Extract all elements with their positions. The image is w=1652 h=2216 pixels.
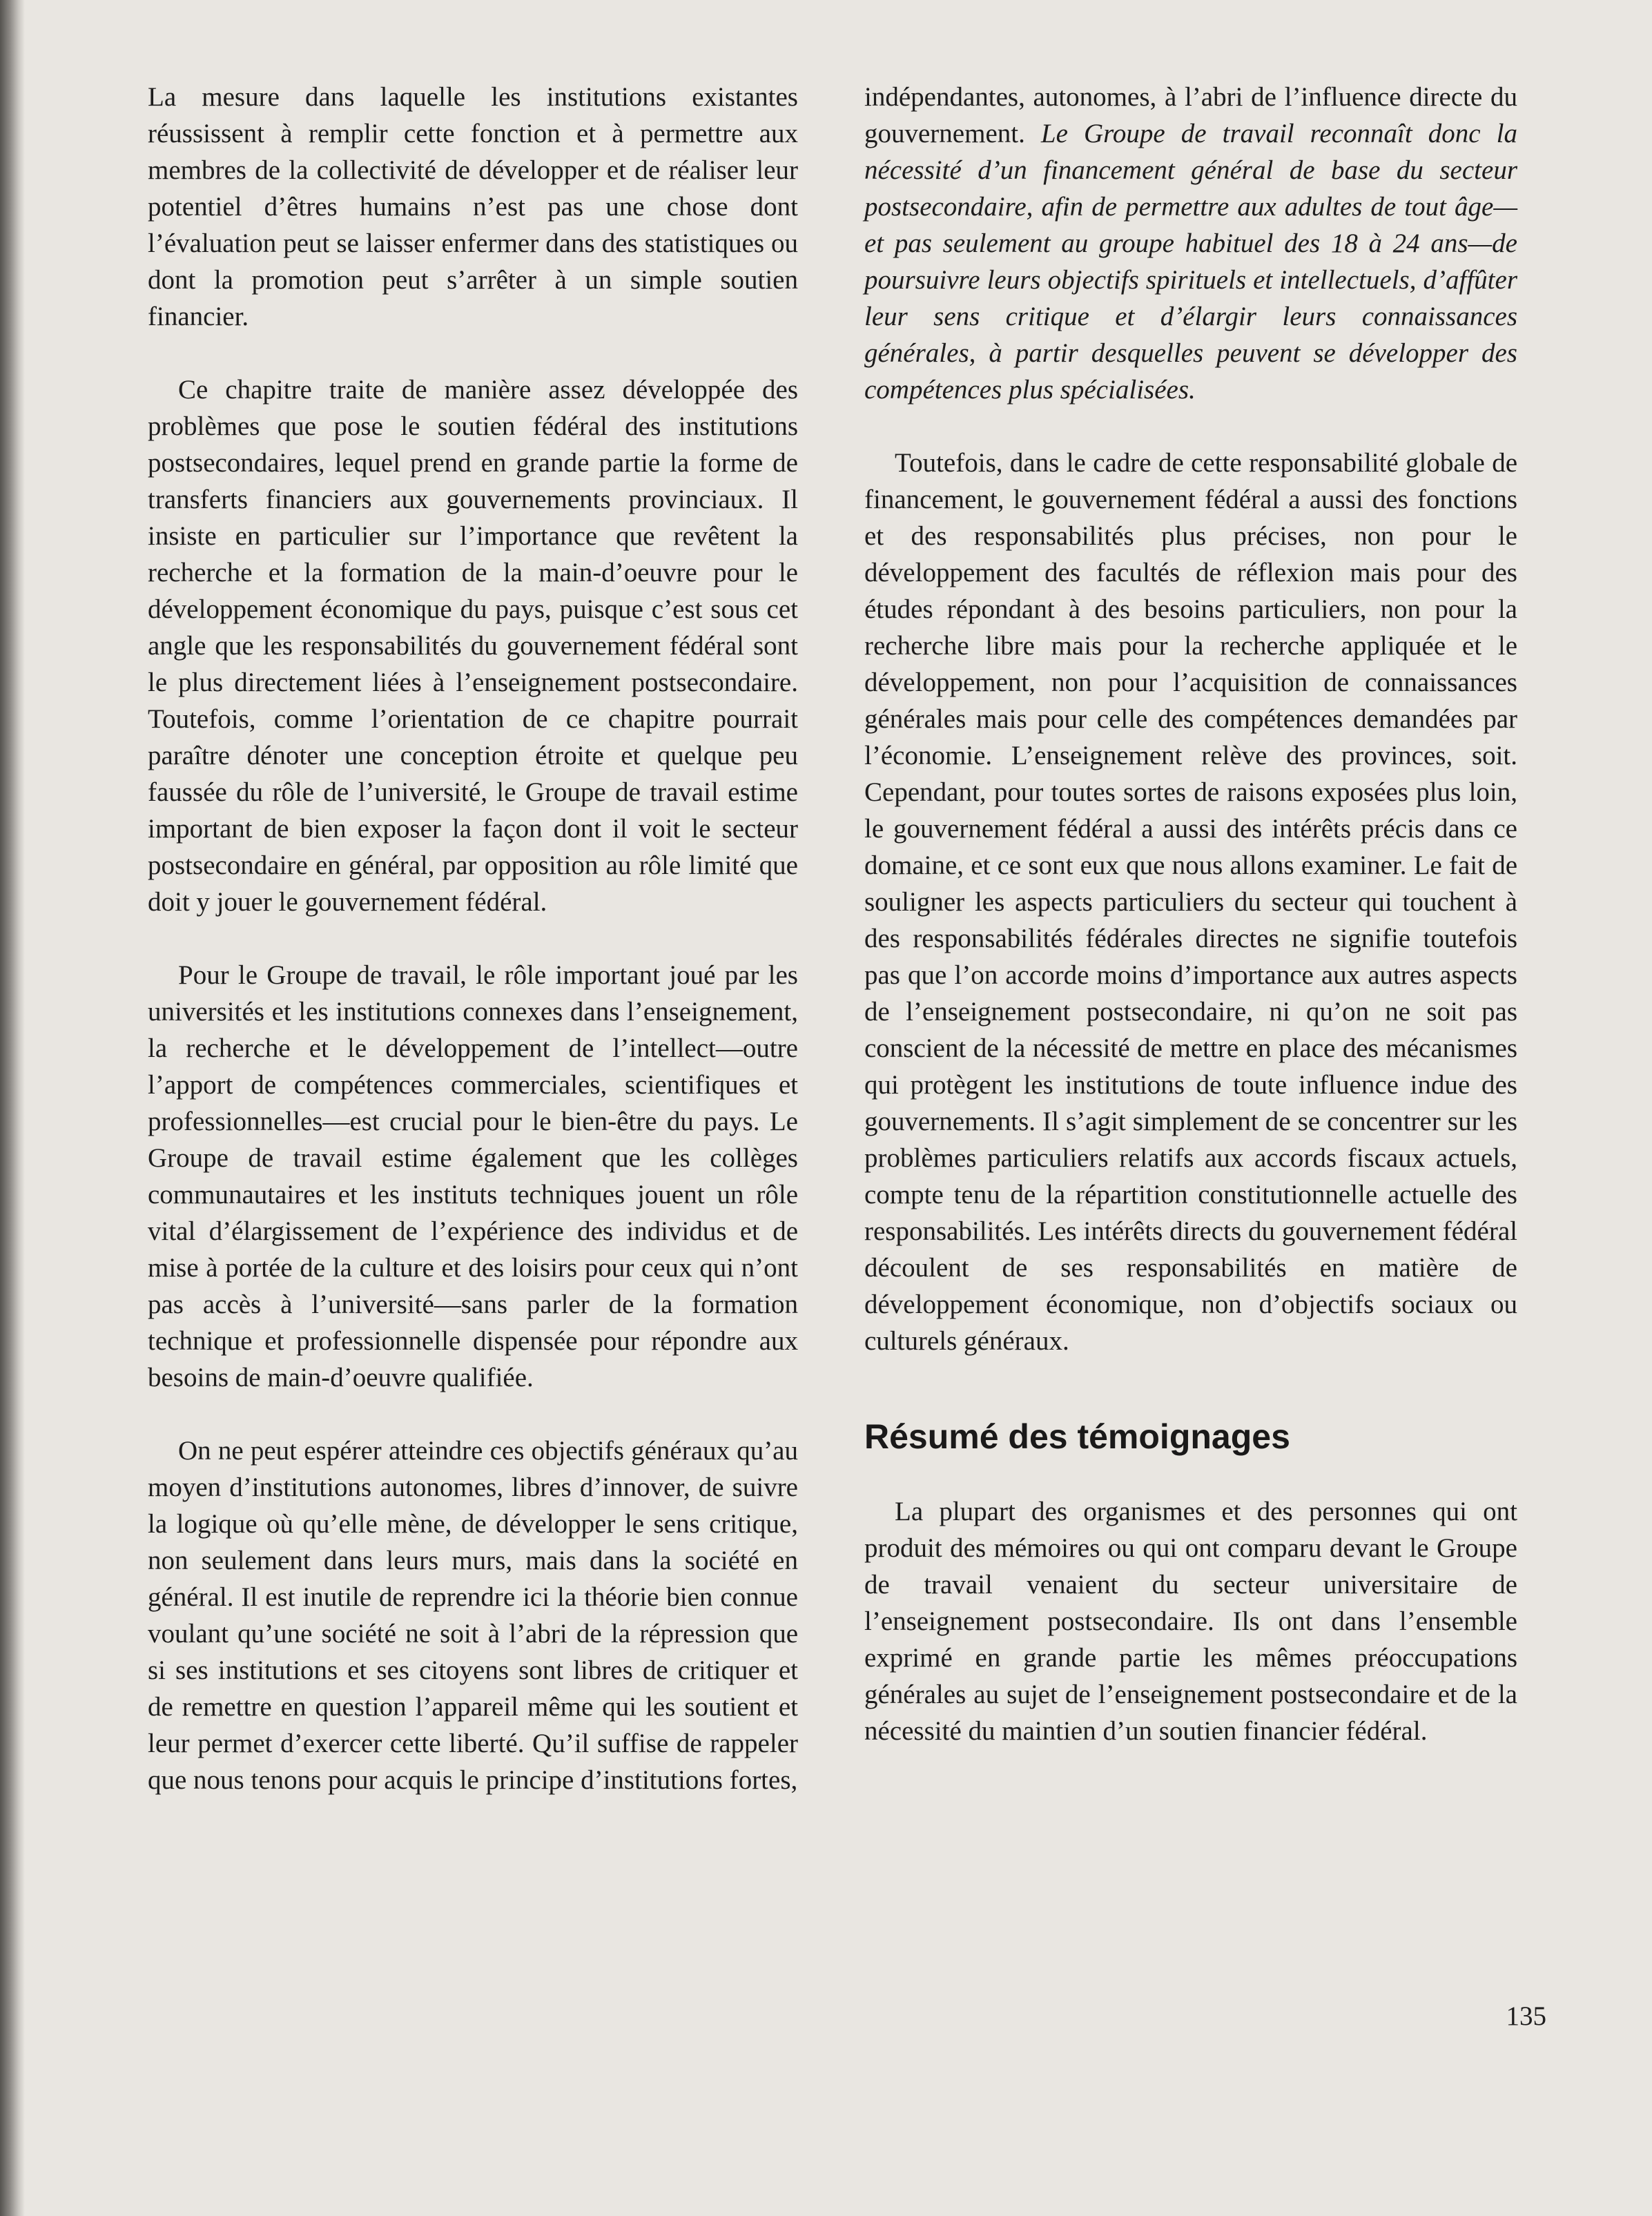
right-text-column — [864, 79, 1517, 1749]
section-heading: Résumé des témoignages — [864, 1417, 1290, 1456]
paragraph-continuation-roman: indépendantes, autonomes, à l’abri de l’influence directe du gouvernement. — [864, 82, 1517, 148]
paragraph-federal-responsibilities: Toutefois, dans le cadre de cette responsabilité globale de financement, le gouvernement fédéral a aussi des fonctions et des responsabilités plus précises, non pour le développement des facultés de réflexion mais pour des études répondant à des besoins particuliers, non pour la recherche libre mais pour la recherche appliquée et le développement, non pour l’acquisition de connaissances générales mais pour celle des compétences demandées par l’économie. L’enseignement relève des provinces, soit. Cependant, pour toutes sortes de raisons exposées plus loin, le gouvernement fédéral a aussi des intérêts précis dans ce domaine, et ce sont eux que nous allons examiner. Le fait de souligner les aspects particuliers du secteur qui touchent à des responsabilités fédérales directes ne signifie toutefois pas que l’on accorde moins d’importance aux autres aspects de l’enseignement postsecondaire, ni qu’on ne soit pas conscient de la nécessité de mettre en place des mécanismes qui protègent les institutions de toute influence indue des gouvernements. Il s’agit simplement de se concentrer sur les problèmes particuliers relatifs aux accords fiscaux actuels, compte tenu de la répartition constitutionnelle actuelle des responsabilités. Les intérêts directs du gouvernement fédéral découlent de ses responsabilités en matière de développement économique, non d’objectifs sociaux ou culturels généraux. — [864, 448, 1517, 1356]
page-number: 135 — [1506, 2001, 1546, 2031]
paragraph-autonomous-institutions: On ne peut espérer atteindre ces objectifs généraux qu’au moyen d’institutions autonomes, libres d’innover, de suivre la logique où qu’elle mène, de développer le sens critique, non seulement dans leurs murs, mais dans la société en général. Il est inutile de reprendre ici la théorie bien connue voulant qu’une société ne soit à l’abri de la répression que si ses institutions et ses citoyens sont libres de critiquer et de remettre en question l’appareil même qui les soutient et leur permet d’exercer cette liberté. Qu’il suffise de rappeler que nous tenons pour acquis le principe d’institutions fortes, — [148, 1436, 798, 1795]
paragraph-continuation-italic: Le Groupe de travail reconnaît donc la nécessité d’un financement général de base du secteur postsecondaire, afin de permettre aux adultes de tout âge—et pas seulement au groupe habituel des 18 à 24 ans—de poursuivre leurs objectifs spirituels et intellectuels, d’affûter leur sens critique et d’élargir leurs connaissances générales, à partir desquelles peuvent se développer des compétences plus spécialisées. — [864, 119, 1517, 405]
page-binding-shadow — [0, 0, 25, 2216]
paragraph-testimony-summary: La plupart des organismes et des personnes qui ont produit des mémoires ou qui ont comparu devant le Groupe de travail venaient du secteur universitaire de l’enseignement postsecondaire. Ils ont dans l’ensemble exprimé en grande partie les mêmes préoccupations générales au sujet de l’enseignement postsecondaire et de la nécessité du maintien d’un soutien financier fédéral. — [864, 1497, 1517, 1746]
paragraph-chapter-scope: Ce chapitre traite de manière assez développée des problèmes que pose le soutien fédéral des institutions postsecondaires, lequel prend en grande partie la forme de transferts financiers aux gouvernements provinciaux. Il insiste en particulier sur l’importance que revêtent la recherche et la formation de la main-d’oeuvre pour le développement économique du pays, puisque c’est sous cet angle que les responsabilités du gouvernement fédéral sont le plus directement liées à l’enseignement postsecondaire. Toutefois, comme l’orientation de ce chapitre pourrait paraître dénoter une conception étroite et quelque peu faussée du rôle de l’université, le Groupe de travail estime important de bien exposer la façon dont il voit le secteur postsecondaire en général, par opposition au rôle limité que doit y jouer le gouvernement fédéral. — [148, 375, 798, 917]
paragraph-intro: La mesure dans laquelle les institutions existantes réussissent à remplir cette fonction et à permettre aux membres de la collectivité de développer et de réaliser leur potentiel d’êtres humains n’est pas une chose dont l’évaluation peut se laisser enfermer dans des statistiques ou dont la promotion peut s’arrêter à un simple soutien financier. — [148, 82, 798, 331]
left-text-column — [148, 79, 798, 1798]
paragraph-role-of-institutions: Pour le Groupe de travail, le rôle important joué par les universités et les institutions connexes dans l’enseignement, la recherche et le développement de l’intellect—outre l’apport de compétences commerciales, scientifiques et professionnelles—est crucial pour le bien-être du pays. Le Groupe de travail estime également que les collèges communautaires et les instituts techniques jouent un rôle vital d’élargissement de l’expérience des individus et de mise à portée de la culture et des loisirs pour ceux qui n’ont pas accès à l’université—sans parler de la formation technique et professionnelle dispensée pour répondre aux besoins de main-d’oeuvre qualifiée. — [148, 960, 798, 1392]
paragraph-continuation — [864, 79, 1517, 408]
